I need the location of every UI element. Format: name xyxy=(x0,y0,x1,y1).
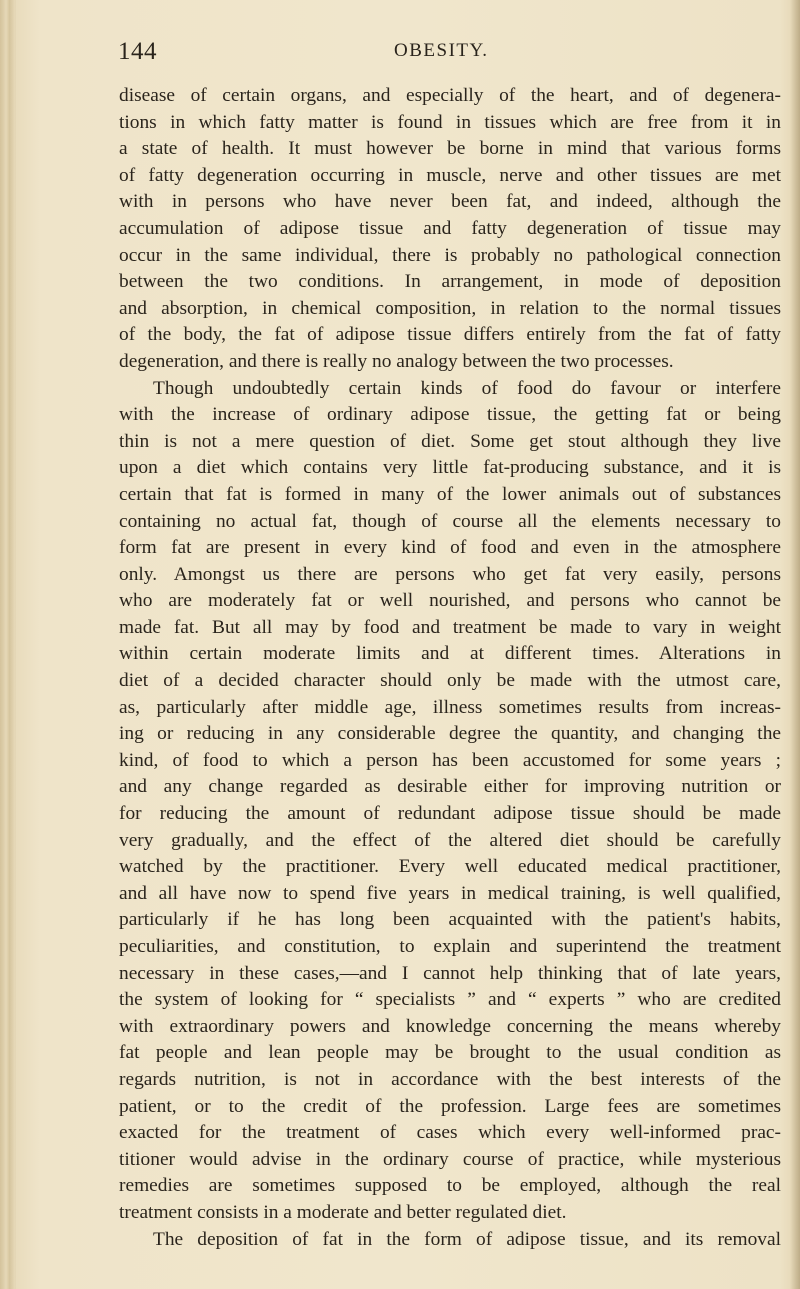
running-head: OBESITY. xyxy=(394,40,489,61)
text-line: disease of certain organs, and especially of the heart, and of degenera- xyxy=(119,85,781,106)
text-line: with extraordinary powers and knowledge concerning the means whereby xyxy=(119,1015,781,1037)
text-line: within certain moderate limits and at different times. Alterations in xyxy=(119,643,781,665)
page-header xyxy=(118,38,778,68)
text-line: exacted for the treatment of cases which every well-informed prac- xyxy=(119,1122,781,1144)
text-line: and absorption, in chemical composition, in relation to the normal tissues xyxy=(119,297,781,319)
text-line: Though undoubtedly certain kinds of food do favour or interfere xyxy=(153,377,781,399)
text-line: tions in which fatty matter is found in tissues which are free from it in xyxy=(119,111,781,133)
text-line: as, particularly after middle age, illness sometimes results from increas- xyxy=(119,696,781,718)
text-line: watched by the practitioner. Every well educated medical practitioner, xyxy=(119,856,781,878)
text-line: upon a diet which contains very little fat-producing substance, and it is xyxy=(119,457,781,479)
binding-edge xyxy=(0,0,16,1289)
text-line: thin is not a mere question of diet. Some get stout although they live xyxy=(119,430,781,452)
text-line: very gradually, and the effect of the altered diet should be carefully xyxy=(119,829,781,851)
text-line: containing no actual fat, though of course all the elements necessary to xyxy=(119,510,781,532)
text-line: the system of looking for “ specialists ” and “ experts ” who are credited xyxy=(119,989,781,1011)
text-line: with the increase of ordinary adipose tissue, the getting fat or being xyxy=(119,404,781,426)
text-line: regards nutrition, is not in accordance with the best interests of the xyxy=(119,1068,781,1090)
text-line: ing or reducing in any considerable degree the quantity, and changing the xyxy=(119,723,781,745)
text-line: made fat. But all may by food and treatment be made to vary in weight xyxy=(119,616,781,638)
text-line: of the body, the fat of adipose tissue differs entirely from the fat of fatty xyxy=(119,324,781,346)
text-line: diet of a decided character should only be made with the utmost care, xyxy=(119,670,781,692)
text-line: necessary in these cases,—and I cannot help thinking that of late years, xyxy=(119,962,781,984)
text-line: of fatty degeneration occurring in muscle, nerve and other tissues are met xyxy=(119,164,781,186)
text-line: and any change regarded as desirable either for improving nutrition or xyxy=(119,776,781,798)
body-text xyxy=(119,83,781,1253)
text-line: remedies are sometimes supposed to be employed, although the real xyxy=(119,1175,781,1197)
text-line: occur in the same individual, there is probably no pathological connection xyxy=(119,244,781,266)
text-line: accumulation of adipose tissue and fatty degeneration of tissue may xyxy=(119,217,781,239)
text-line: between the two conditions. In arrangement, in mode of deposition xyxy=(119,271,781,293)
text-line: patient, or to the credit of the profession. Large fees are sometimes xyxy=(119,1095,781,1117)
text-line: kind, of food to which a person has been accustomed for some years ; xyxy=(119,749,781,771)
text-line: and all have now to spend five years in medical training, is well qualified, xyxy=(119,882,781,904)
text-line: who are moderately fat or well nourished, and persons who cannot be xyxy=(119,590,781,612)
text-line: particularly if he has long been acquainted with the patient's habits, xyxy=(119,909,781,931)
text-line: degeneration, and there is really no analogy between the two processes. xyxy=(119,350,674,372)
page-number: 144 xyxy=(118,38,157,65)
text-line: fat people and lean people may be brought to the usual condition as xyxy=(119,1042,781,1064)
page-edge-shadow xyxy=(790,0,800,1289)
text-line: certain that fat is formed in many of the lower animals out of substances xyxy=(119,483,781,505)
text-line: peculiarities, and constitution, to explain and superintend the treatment xyxy=(119,936,781,957)
text-line: a state of health. It must however be borne in mind that various forms xyxy=(119,138,781,160)
text-line: form fat are present in every kind of food and even in the atmosphere xyxy=(119,537,781,559)
text-line: with in persons who have never been fat, and indeed, although the xyxy=(119,191,781,213)
text-line: The deposition of fat in the form of adipose tissue, and its removal xyxy=(153,1228,781,1250)
text-line: titioner would advise in the ordinary course of practice, while mysterious xyxy=(119,1148,781,1170)
text-line: only. Amongst us there are persons who get fat very easily, persons xyxy=(119,563,781,585)
text-line: for reducing the amount of redundant adipose tissue should be made xyxy=(119,803,781,825)
text-line: treatment consists in a moderate and better regulated diet. xyxy=(119,1201,567,1223)
